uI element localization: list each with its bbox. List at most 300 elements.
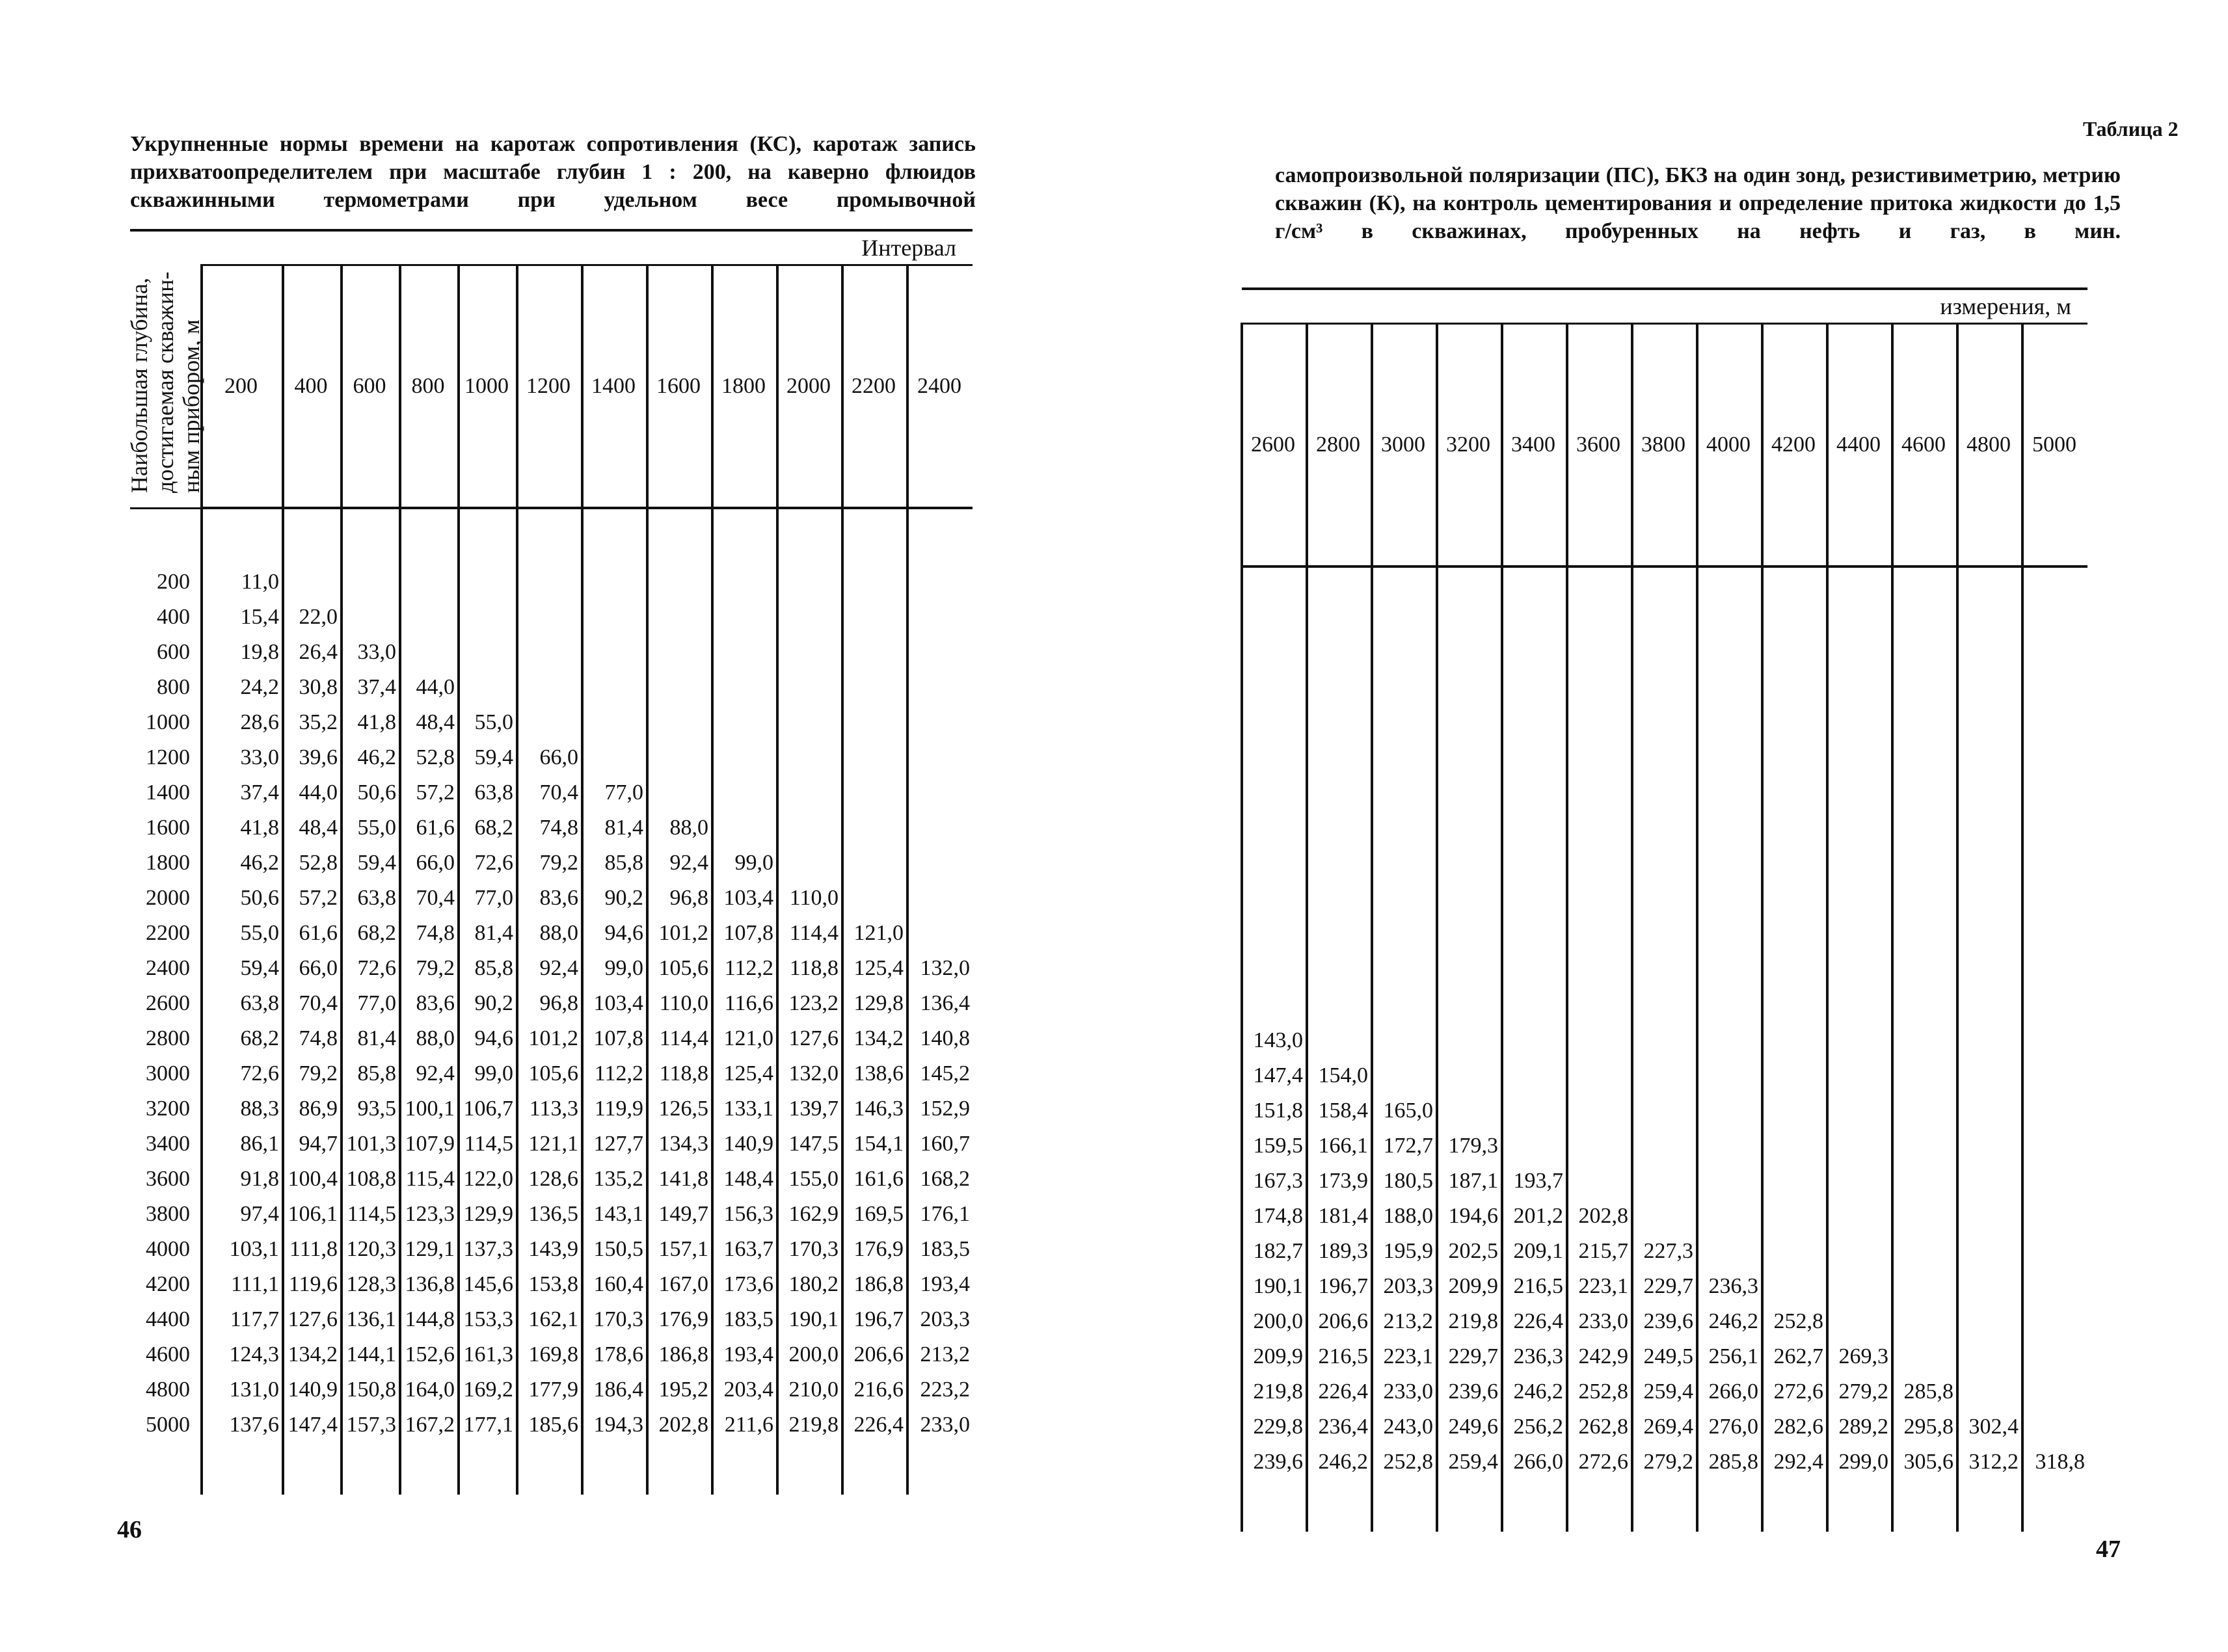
- empty-cell: [647, 635, 712, 670]
- value-cell: 88,3: [202, 1091, 283, 1126]
- spacer-cell: [202, 508, 283, 565]
- value-cell: 143,9: [517, 1232, 582, 1267]
- depth-cell: 2000: [146, 886, 190, 910]
- empty-cell: [1957, 1304, 2022, 1339]
- value-cell: 74,8: [283, 1021, 342, 1056]
- empty-cell: [1632, 1058, 1697, 1093]
- value-cell: 169,2: [459, 1372, 517, 1407]
- depth-cell: 3600: [146, 1167, 190, 1191]
- table-row: [1242, 1374, 2087, 1409]
- value-cell: 119,9: [582, 1091, 647, 1126]
- value-cell: 117,7: [202, 1302, 283, 1337]
- value-cell: 96,8: [517, 986, 582, 1021]
- value-cell: 262,7: [1762, 1339, 1827, 1374]
- column-header: 200: [202, 265, 283, 509]
- empty-cell: [582, 705, 647, 740]
- column-header: 1600: [647, 265, 712, 509]
- empty-cell: [777, 740, 842, 775]
- empty-cell: [712, 600, 777, 635]
- value-cell: 195,9: [1372, 1234, 1437, 1269]
- empty-cell: [842, 881, 907, 916]
- value-cell: 252,8: [1372, 1445, 1437, 1480]
- value-cell: 81,4: [459, 916, 517, 951]
- value-cell: 66,0: [400, 846, 459, 881]
- empty-cell: [2022, 1023, 2087, 1058]
- value-cell: 150,5: [582, 1232, 647, 1267]
- depth-cell: 4600: [146, 1342, 190, 1366]
- value-cell: 256,1: [1697, 1339, 1762, 1374]
- value-cell: 180,5: [1372, 1164, 1437, 1199]
- value-cell: 106,1: [283, 1197, 342, 1232]
- tail-cell: [1307, 1480, 1372, 1532]
- value-cell: 137,3: [459, 1232, 517, 1267]
- empty-cell: [1892, 1339, 1957, 1374]
- empty-cell: [777, 635, 842, 670]
- value-cell: 132,0: [907, 951, 973, 986]
- empty-cell: [712, 565, 777, 600]
- tail-cell: [1502, 1480, 1567, 1532]
- empty-cell: [1957, 1128, 2022, 1164]
- empty-cell: [400, 565, 459, 600]
- spacer-cell: [1892, 566, 1957, 1023]
- value-cell: 162,1: [517, 1302, 582, 1337]
- empty-cell: [907, 635, 973, 670]
- value-cell: 103,4: [582, 986, 647, 1021]
- value-cell: 236,4: [1307, 1409, 1372, 1445]
- spacer-cell: [1827, 566, 1892, 1023]
- value-cell: 186,8: [842, 1267, 907, 1302]
- value-cell: 85,8: [459, 951, 517, 986]
- value-cell: 165,0: [1372, 1093, 1437, 1128]
- right-norms-table: [1241, 287, 2087, 1532]
- value-cell: 77,0: [342, 986, 400, 1021]
- value-cell: 113,3: [517, 1091, 582, 1126]
- value-cell: 63,8: [202, 986, 283, 1021]
- spacer-cell: [1242, 566, 1307, 1023]
- empty-cell: [1762, 1058, 1827, 1093]
- empty-cell: [1502, 1023, 1567, 1058]
- empty-cell: [647, 740, 712, 775]
- value-cell: 100,1: [400, 1091, 459, 1126]
- value-cell: 30,8: [283, 670, 342, 705]
- tail-cell: [517, 1443, 582, 1495]
- table-row: [1242, 1304, 2087, 1339]
- column-header: 4400: [1827, 324, 1892, 567]
- value-cell: 124,3: [202, 1337, 283, 1372]
- empty-cell: [1827, 1093, 1892, 1128]
- value-cell: 33,0: [342, 635, 400, 670]
- value-cell: 246,2: [1502, 1374, 1567, 1409]
- column-header: 2200: [842, 265, 907, 509]
- empty-cell: [907, 670, 973, 705]
- empty-cell: [907, 565, 973, 600]
- empty-cell: [842, 740, 907, 775]
- value-cell: 120,3: [342, 1232, 400, 1267]
- value-cell: 226,4: [1502, 1304, 1567, 1339]
- empty-cell: [907, 740, 973, 775]
- value-cell: 94,6: [459, 1021, 517, 1056]
- value-cell: 131,0: [202, 1372, 283, 1407]
- value-cell: 229,7: [1632, 1269, 1697, 1304]
- empty-cell: [1567, 1128, 1632, 1164]
- empty-cell: [2022, 1093, 2087, 1128]
- table-row: [130, 951, 973, 986]
- left-heading: Укрупненные нормы времени на каротаж сопротивления (КС), каротаж запись прихватоопределителем при масштабе глубин 1 : 200, на каверно флюидов скважинными термометрами при удельном весе промывочной: [130, 132, 976, 212]
- value-cell: 166,1: [1307, 1128, 1372, 1164]
- value-cell: 183,5: [712, 1302, 777, 1337]
- value-cell: 246,2: [1307, 1445, 1372, 1480]
- depth-cell: 1000: [146, 710, 190, 734]
- empty-cell: [400, 600, 459, 635]
- value-cell: 136,8: [400, 1267, 459, 1302]
- value-cell: 145,2: [907, 1056, 973, 1091]
- column-header: 2800: [1307, 324, 1372, 567]
- value-cell: 242,9: [1567, 1339, 1632, 1374]
- tail-cell: [777, 1443, 842, 1495]
- value-cell: 129,9: [459, 1197, 517, 1232]
- empty-cell: [907, 600, 973, 635]
- value-cell: 155,0: [777, 1162, 842, 1197]
- column-header: 1200: [517, 265, 582, 509]
- value-cell: 112,2: [582, 1056, 647, 1091]
- spacer-cell: [582, 508, 647, 565]
- tail-cell: [1762, 1480, 1827, 1532]
- empty-cell: [1372, 1058, 1437, 1093]
- value-cell: 68,2: [459, 810, 517, 846]
- value-cell: 94,7: [283, 1126, 342, 1162]
- value-cell: 259,4: [1632, 1374, 1697, 1409]
- table-row: [130, 1091, 973, 1126]
- empty-cell: [1957, 1199, 2022, 1234]
- value-cell: 126,5: [647, 1091, 712, 1126]
- empty-cell: [647, 775, 712, 810]
- value-cell: 229,8: [1242, 1409, 1307, 1445]
- spacer-cell: [130, 508, 202, 565]
- value-cell: 136,5: [517, 1197, 582, 1232]
- value-cell: 55,0: [459, 705, 517, 740]
- table-row: [1242, 1339, 2087, 1374]
- empty-cell: [1567, 1058, 1632, 1093]
- tail-cell: [342, 1443, 400, 1495]
- value-cell: 28,6: [202, 705, 283, 740]
- empty-cell: [517, 600, 582, 635]
- value-cell: 167,0: [647, 1267, 712, 1302]
- spacer-cell: [1437, 566, 1502, 1023]
- empty-cell: [582, 670, 647, 705]
- empty-cell: [1567, 1093, 1632, 1128]
- value-cell: 24,2: [202, 670, 283, 705]
- value-cell: 114,4: [777, 916, 842, 951]
- empty-cell: [1957, 1339, 2022, 1374]
- empty-cell: [1827, 1128, 1892, 1164]
- value-cell: 279,2: [1827, 1374, 1892, 1409]
- spacer-cell: [842, 508, 907, 565]
- value-cell: 209,9: [1242, 1339, 1307, 1374]
- value-cell: 85,8: [342, 1056, 400, 1091]
- value-cell: 48,4: [400, 705, 459, 740]
- tail-cell: [130, 1443, 202, 1495]
- value-cell: 146,3: [842, 1091, 907, 1126]
- value-cell: 59,4: [459, 740, 517, 775]
- depth-cell: 1200: [146, 745, 190, 769]
- depth-cell: 2200: [146, 921, 190, 945]
- value-cell: 176,9: [647, 1302, 712, 1337]
- value-cell: 229,7: [1437, 1339, 1502, 1374]
- value-cell: 226,4: [1307, 1374, 1372, 1409]
- value-cell: 152,6: [400, 1337, 459, 1372]
- value-cell: 107,8: [582, 1021, 647, 1056]
- value-cell: 202,8: [647, 1407, 712, 1443]
- empty-cell: [907, 881, 973, 916]
- value-cell: 107,9: [400, 1126, 459, 1162]
- value-cell: 233,0: [1567, 1304, 1632, 1339]
- value-cell: 74,8: [400, 916, 459, 951]
- empty-cell: [459, 670, 517, 705]
- value-cell: 77,0: [582, 775, 647, 810]
- value-cell: 140,8: [907, 1021, 973, 1056]
- value-cell: 93,5: [342, 1091, 400, 1126]
- value-cell: 50,6: [342, 775, 400, 810]
- empty-cell: [1762, 1234, 1827, 1269]
- empty-cell: [712, 810, 777, 846]
- value-cell: 110,0: [647, 986, 712, 1021]
- empty-cell: [517, 670, 582, 705]
- empty-cell: [712, 775, 777, 810]
- spacer-cell: [1762, 566, 1827, 1023]
- value-cell: 292,4: [1762, 1445, 1827, 1480]
- value-cell: 128,3: [342, 1267, 400, 1302]
- value-cell: 85,8: [582, 846, 647, 881]
- empty-cell: [1892, 1128, 1957, 1164]
- value-cell: 269,3: [1827, 1339, 1892, 1374]
- column-header: 1400: [582, 265, 647, 509]
- empty-cell: [1957, 1058, 2022, 1093]
- value-cell: 11,0: [202, 565, 283, 600]
- spacer-cell: [1632, 566, 1697, 1023]
- empty-cell: [777, 775, 842, 810]
- value-cell: 206,6: [842, 1337, 907, 1372]
- value-cell: 119,6: [283, 1267, 342, 1302]
- value-cell: 200,0: [1242, 1304, 1307, 1339]
- spacer-cell: [342, 508, 400, 565]
- value-cell: 79,2: [283, 1056, 342, 1091]
- empty-cell: [647, 600, 712, 635]
- value-cell: 157,1: [647, 1232, 712, 1267]
- spacer-cell: [712, 508, 777, 565]
- value-cell: 182,7: [1242, 1234, 1307, 1269]
- value-cell: 169,5: [842, 1197, 907, 1232]
- value-cell: 259,4: [1437, 1445, 1502, 1480]
- column-header: 400: [283, 265, 342, 509]
- depth-cell: 2600: [146, 991, 190, 1015]
- value-cell: 276,0: [1697, 1409, 1762, 1445]
- value-cell: 219,8: [777, 1407, 842, 1443]
- value-cell: 181,4: [1307, 1199, 1372, 1234]
- value-cell: 135,2: [582, 1162, 647, 1197]
- value-cell: 81,4: [582, 810, 647, 846]
- tail-cell: [1567, 1480, 1632, 1532]
- value-cell: 236,3: [1697, 1269, 1762, 1304]
- value-cell: 140,9: [712, 1126, 777, 1162]
- value-cell: 164,0: [400, 1372, 459, 1407]
- empty-cell: [842, 846, 907, 881]
- value-cell: 269,4: [1632, 1409, 1697, 1445]
- value-cell: 167,2: [400, 1407, 459, 1443]
- value-cell: 140,9: [283, 1372, 342, 1407]
- value-cell: 127,6: [283, 1302, 342, 1337]
- value-cell: 143,1: [582, 1197, 647, 1232]
- value-cell: 193,4: [712, 1337, 777, 1372]
- table-row: [1242, 1164, 2087, 1199]
- empty-cell: [1437, 1093, 1502, 1128]
- empty-cell: [1892, 1234, 1957, 1269]
- value-cell: 252,8: [1762, 1304, 1827, 1339]
- value-cell: 72,6: [459, 846, 517, 881]
- empty-cell: [342, 600, 400, 635]
- value-cell: 226,4: [842, 1407, 907, 1443]
- empty-cell: [1567, 1023, 1632, 1058]
- value-cell: 132,0: [777, 1056, 842, 1091]
- empty-cell: [907, 705, 973, 740]
- table-row: [1242, 1199, 2087, 1234]
- value-cell: 59,4: [342, 846, 400, 881]
- column-header: 1000: [459, 265, 517, 509]
- value-cell: 156,3: [712, 1197, 777, 1232]
- value-cell: 153,3: [459, 1302, 517, 1337]
- tail-cell: [283, 1443, 342, 1495]
- empty-cell: [517, 705, 582, 740]
- depth-cell: 600: [157, 640, 190, 664]
- column-header: 1800: [712, 265, 777, 509]
- value-cell: 37,4: [342, 670, 400, 705]
- value-cell: 46,2: [202, 846, 283, 881]
- value-cell: 203,3: [907, 1302, 973, 1337]
- value-cell: 125,4: [842, 951, 907, 986]
- empty-cell: [1957, 1269, 2022, 1304]
- empty-cell: [1827, 1164, 1892, 1199]
- tail-cell: [647, 1443, 712, 1495]
- empty-cell: [1827, 1269, 1892, 1304]
- table-label: Таблица 2: [2083, 117, 2179, 140]
- empty-cell: [342, 565, 400, 600]
- value-cell: 256,2: [1502, 1409, 1567, 1445]
- empty-cell: [2022, 1128, 2087, 1164]
- tail-cell: [2022, 1480, 2087, 1532]
- tail-cell: [1957, 1480, 2022, 1532]
- spacer-cell: [907, 508, 973, 565]
- value-cell: 129,8: [842, 986, 907, 1021]
- value-cell: 186,4: [582, 1372, 647, 1407]
- tail-cell: [1242, 1480, 1307, 1532]
- value-cell: 154,1: [842, 1126, 907, 1162]
- value-cell: 68,2: [202, 1021, 283, 1056]
- value-cell: 44,0: [283, 775, 342, 810]
- column-header: 3600: [1567, 324, 1632, 567]
- empty-cell: [2022, 1234, 2087, 1269]
- value-cell: 252,8: [1567, 1374, 1632, 1409]
- empty-cell: [907, 846, 973, 881]
- table-row: [1242, 1269, 2087, 1304]
- empty-cell: [2022, 1199, 2087, 1234]
- value-cell: 138,6: [842, 1056, 907, 1091]
- value-cell: 114,4: [647, 1021, 712, 1056]
- empty-cell: [1632, 1199, 1697, 1234]
- empty-cell: [907, 810, 973, 846]
- table-row: [130, 740, 973, 775]
- empty-cell: [517, 565, 582, 600]
- value-cell: 33,0: [202, 740, 283, 775]
- value-cell: 128,6: [517, 1162, 582, 1197]
- value-cell: 170,3: [777, 1232, 842, 1267]
- empty-cell: [283, 565, 342, 600]
- value-cell: 262,8: [1567, 1409, 1632, 1445]
- empty-cell: [1892, 1199, 1957, 1234]
- tail-cell: [842, 1443, 907, 1495]
- value-cell: 194,6: [1437, 1199, 1502, 1234]
- table-row: [130, 565, 973, 600]
- empty-cell: [712, 705, 777, 740]
- table-row: [130, 635, 973, 670]
- value-cell: 201,2: [1502, 1199, 1567, 1234]
- value-cell: 92,4: [517, 951, 582, 986]
- depth-cell: 1600: [146, 816, 190, 840]
- value-cell: 176,9: [842, 1232, 907, 1267]
- interval-label: измерения, м: [1242, 289, 2087, 324]
- value-cell: 46,2: [342, 740, 400, 775]
- value-cell: 55,0: [202, 916, 283, 951]
- value-cell: 101,3: [342, 1126, 400, 1162]
- value-cell: 180,2: [777, 1267, 842, 1302]
- value-cell: 100,4: [283, 1162, 342, 1197]
- empty-cell: [1892, 1304, 1957, 1339]
- empty-cell: [582, 740, 647, 775]
- empty-cell: [777, 600, 842, 635]
- value-cell: 26,4: [283, 635, 342, 670]
- value-cell: 74,8: [517, 810, 582, 846]
- empty-cell: [1697, 1023, 1762, 1058]
- empty-cell: [1827, 1023, 1892, 1058]
- value-cell: 289,2: [1827, 1409, 1892, 1445]
- value-cell: 239,6: [1632, 1304, 1697, 1339]
- column-header: 2400: [907, 265, 973, 509]
- spacer-cell: [459, 508, 517, 565]
- value-cell: 134,3: [647, 1126, 712, 1162]
- value-cell: 129,1: [400, 1232, 459, 1267]
- value-cell: 70,4: [283, 986, 342, 1021]
- table-row: [1242, 1058, 2087, 1093]
- value-cell: 147,4: [1242, 1058, 1307, 1093]
- spacer-cell: [1372, 566, 1437, 1023]
- empty-cell: [1632, 1093, 1697, 1128]
- value-cell: 158,4: [1307, 1093, 1372, 1128]
- empty-cell: [1892, 1164, 1957, 1199]
- depth-cell: 3400: [146, 1132, 190, 1156]
- empty-cell: [712, 670, 777, 705]
- value-cell: 173,6: [712, 1267, 777, 1302]
- value-cell: 152,9: [907, 1091, 973, 1126]
- tail-cell: [712, 1443, 777, 1495]
- empty-cell: [777, 670, 842, 705]
- value-cell: 190,1: [1242, 1269, 1307, 1304]
- empty-cell: [1502, 1128, 1567, 1164]
- depth-cell: 4200: [146, 1272, 190, 1296]
- value-cell: 194,3: [582, 1407, 647, 1443]
- table-row: [1242, 1023, 2087, 1058]
- value-cell: 41,8: [202, 810, 283, 846]
- empty-cell: [1567, 1164, 1632, 1199]
- empty-cell: [2022, 1164, 2087, 1199]
- value-cell: 305,6: [1892, 1445, 1957, 1480]
